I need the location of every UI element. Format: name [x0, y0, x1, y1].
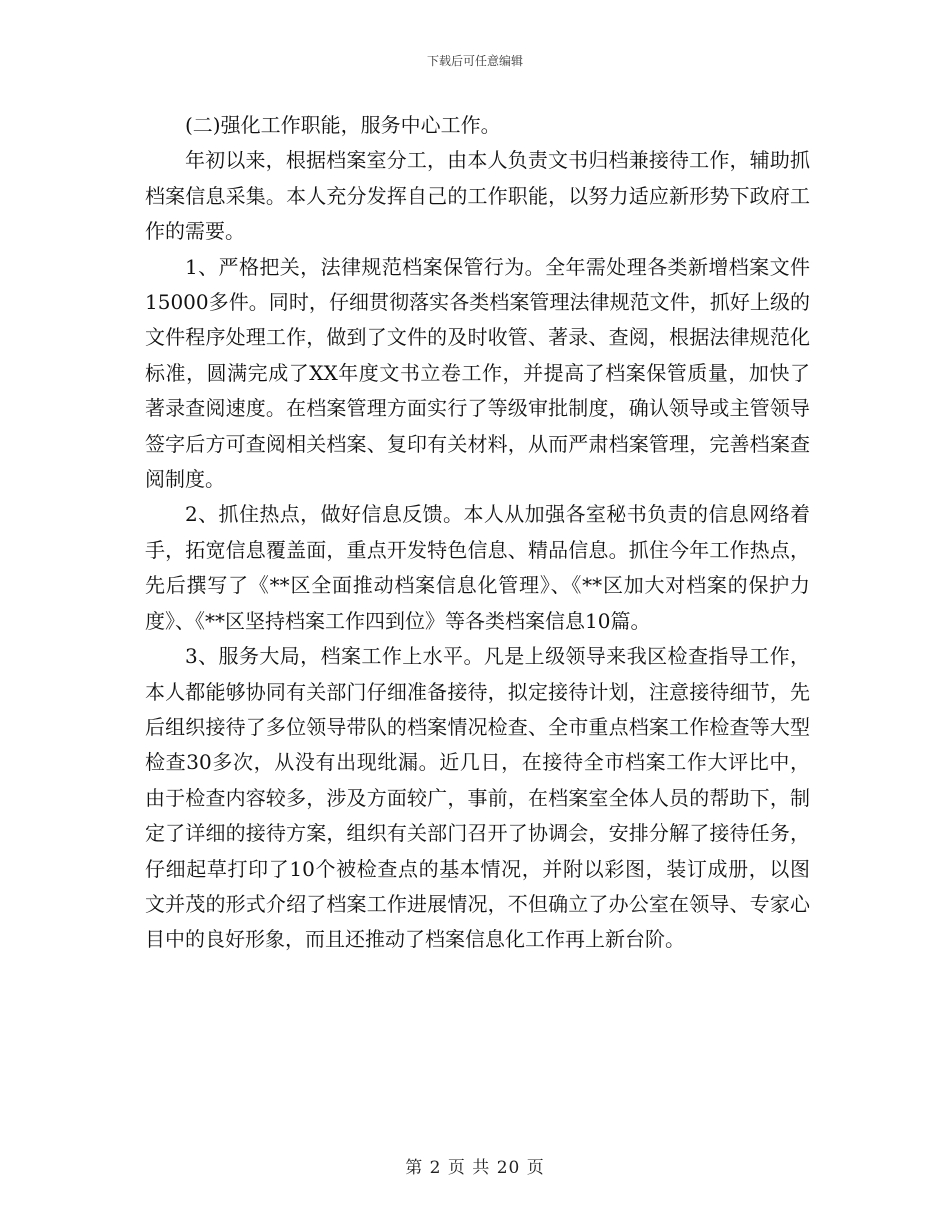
document-body — [145, 108, 810, 958]
paragraph-item-1: 1、严格把关，法律规范档案保管行为。全年需处理各类新增档案文件15000多件。同时，仔细贯彻落实各类档案管理法律规范文件，抓好上级的文件程序处理工作，做到了文件的及时收管、著录、查阅，根据法律规范化标准，圆满完成了XX年度文书立卷工作，并提高了档案保管质量，加快了著录查阅速度。在档案管理方面实行了等级审批制度，确认领导或主管领导签字后方可查阅相关档案、复印有关材料，从而严肃档案管理，完善档案查阅制度。 — [145, 254, 810, 492]
paragraph-item-2: 2、抓住热点，做好信息反馈。本人从加强各室秘书负责的信息网络着手，拓宽信息覆盖面，重点开发特色信息、精品信息。抓住今年工作热点，先后撰写了《**区全面推动档案信息化管理》、《**区加大对档案的保护力度》、《**区坚持档案工作四到位》等各类档案信息10篇。 — [145, 502, 810, 633]
paragraph-intro: 年初以来，根据档案室分工，由本人负责文书归档兼接待工作，辅助抓档案信息采集。本人充分发挥自己的工作职能，以努力适应新形势下政府工作的需要。 — [145, 148, 810, 244]
page-header: 下载后可任意编辑 — [426, 54, 523, 68]
section-heading: (二)强化工作职能，服务中心工作。 — [185, 113, 501, 137]
page-number: 第 2 页 共 20 页 — [405, 1158, 545, 1178]
paragraph-item-3: 3、服务大局，档案工作上水平。凡是上级领导来我区检查指导工作，本人都能够协同有关部门仔细准备接待，拟定接待计划，注意接待细节，先后组织接待了多位领导带队的档案情况检查、全市重点档案工作检查等大型检查30多次，从没有出现纰漏。近几日，在接待全市档案工作大评比中，由于检查内容较多，涉及方面较广，事前，在档案室全体人员的帮助下，制定了详细的接待方案，组织有关部门召开了协调会，安排分解了接待任务，仔细起草打印了10个被检查点的基本情况，并附以彩图，装订成册，以图文并茂的形式介绍了档案工作进展情况，不但确立了办公室在领导、专家心目中的良好形象，而且还推动了档案信息化工作再上新台阶。 — [145, 644, 810, 952]
